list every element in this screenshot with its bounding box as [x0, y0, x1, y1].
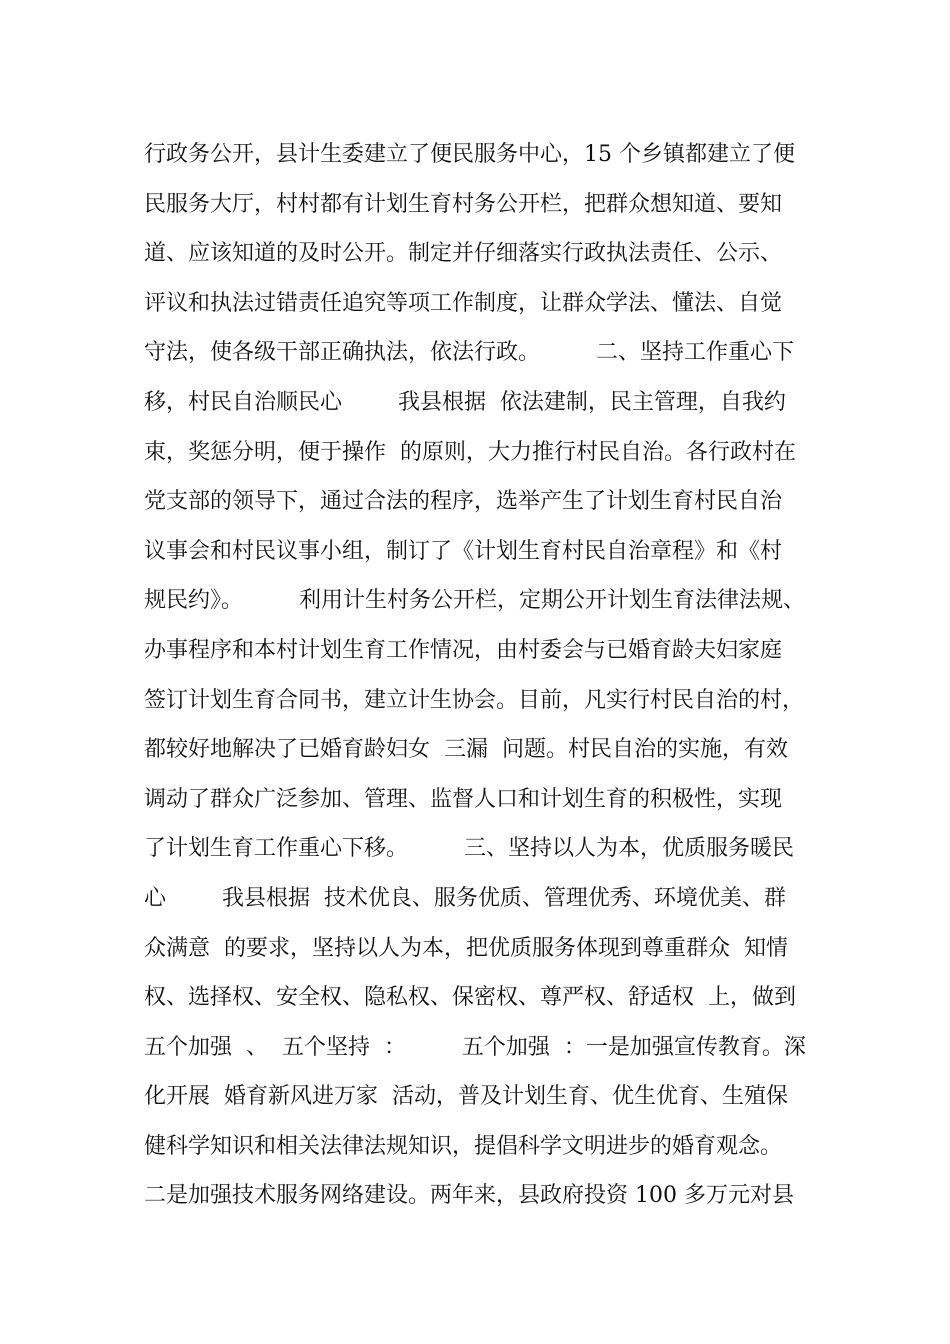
body-line-7: 束，奖惩分明，便于操作 的原则，大力推行村民自治。各行政村在 — [144, 439, 796, 465]
body-line-22: 二是加强技术服务网络建设。两年来，县政府投资 100 多万元对县 — [144, 1183, 794, 1209]
body-line-4: 评议和执法过错责任追究等项工作制度，让群众学法、懂法、自觉 — [144, 290, 783, 316]
body-line-17: 众满意 的要求，坚持以人为本，把优质服务体现到尊重群众 知情 — [144, 935, 788, 961]
body-line-13: 都较好地解决了已婚育龄妇女 三漏 问题。村民自治的实施，有效 — [144, 737, 788, 763]
body-line-20: 化开展 婚育新风进万家 活动，普及计划生育、优生优育、生殖保 — [144, 1084, 788, 1110]
body-line-21: 健科学知识和相关法律法规知识，提倡科学文明进步的婚育观念。 — [144, 1133, 783, 1159]
body-line-18: 权、选择权、安全权、隐私权、保密权、尊严权、舒适权 上，做到 — [144, 985, 796, 1011]
body-line-11: 办事程序和本村计划生育工作情况，由村委会与已婚育龄夫妇家庭 — [144, 637, 783, 663]
document-body — [144, 130, 824, 1221]
body-line-16: 心 我县根据 技术优良、服务优质、管理优秀、环境优美、群 — [144, 885, 786, 911]
body-line-5: 守法，使各级干部正确执法，依法行政。 二、坚持工作重心下 — [144, 340, 794, 366]
body-line-2: 民服务大厅，村村都有计划生育村务公开栏，把群众想知道、要知 — [144, 191, 783, 217]
body-line-9: 议事会和村民议事小组，制订了《计划生育村民自治章程》和《村 — [144, 538, 783, 564]
body-line-1: 行政务公开，县计生委建立了便民服务中心，15 个乡镇都建立了便 — [144, 142, 795, 167]
body-line-15: 了计划生育工作重心下移。 三、坚持以人为本，优质服务暖民 — [144, 836, 794, 862]
body-line-12: 签订计划生育合同书，建立计生协会。目前，凡实行村民自治的村， — [144, 687, 805, 713]
body-line-14: 调动了群众广泛参加、管理、监督人口和计划生育的积极性，实现 — [144, 786, 783, 812]
body-line-3: 道、应该知道的及时公开。制定并仔细落实行政执法责任、公示、 — [144, 241, 783, 267]
body-line-6: 移，村民自治顺民心 我县根据 依法建制，民主管理，自我约 — [144, 389, 786, 415]
body-line-10: 规民约》。 利用计生村务公开栏，定期公开计划生育法律法规、 — [144, 588, 805, 614]
body-line-8: 党支部的领导下，通过合法的程序，选举产生了计划生育村民自治 — [144, 489, 783, 515]
body-line-19: 五个加强 、 五个坚持 ： 五个加强 ：一是加强宣传教育。深 — [144, 1034, 806, 1060]
